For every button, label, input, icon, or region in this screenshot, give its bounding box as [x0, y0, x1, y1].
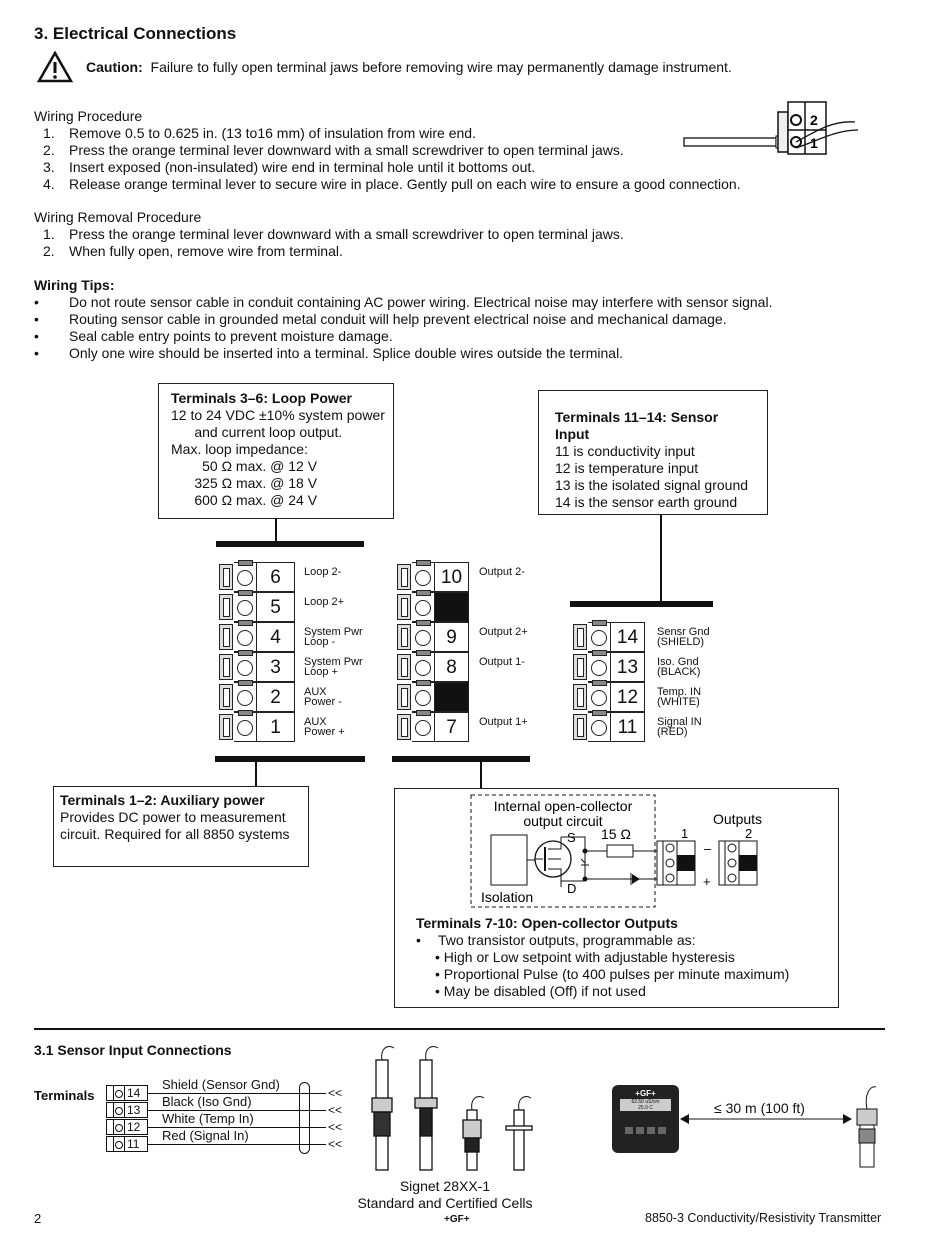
svg-text:Outputs: Outputs [713, 811, 763, 827]
wire-label: Black (Iso Gnd) [162, 1094, 252, 1109]
text-line: 12 is temperature input [555, 460, 699, 476]
terminal-label: Signal IN (RED) [657, 716, 702, 738]
list-marker: • [34, 294, 39, 310]
sensor-input-box: Terminals 11–14: Sensor Input 11 is conductivity input 12 is temperature input 13 is the isolated signal ground 14 is the sensor earth ground [538, 390, 768, 515]
terminal-lever[interactable] [397, 684, 411, 710]
terminal-number: 12 [611, 682, 645, 712]
terminal-hole [412, 562, 435, 592]
terminal-number: 13 [611, 652, 645, 682]
svg-text:+: + [703, 874, 711, 889]
terminal-number: 11 [611, 712, 645, 742]
terminal-number [435, 682, 469, 712]
terminal-number: 6 [257, 562, 295, 592]
terminal-lever[interactable] [219, 564, 233, 590]
terminal-lever[interactable] [219, 594, 233, 620]
list-marker: 2. [43, 142, 55, 158]
terminal-row [219, 622, 363, 652]
terminal-label: AUX Power - [304, 686, 342, 708]
terminal-lever[interactable] [573, 714, 587, 740]
terminal-label: Output 1+ [479, 716, 528, 728]
terminal-lever[interactable] [397, 594, 411, 620]
warning-icon [37, 51, 73, 83]
cells-caption: Signet 28XX-1 Standard and Certified Cells [357, 1178, 533, 1211]
terminal-2-label: 2 [810, 112, 818, 128]
terminal-number: 1 [257, 712, 295, 742]
svg-text:15 Ω: 15 Ω [601, 826, 631, 842]
terminal-label: Sensr Gnd (SHIELD) [657, 626, 710, 648]
terminal-lever[interactable] [573, 684, 587, 710]
list-marker: • [34, 345, 39, 361]
section-3-1-title: 3.1 Sensor Input Connections [34, 1042, 232, 1058]
wiring-removal-procedure [34, 209, 794, 260]
text-line: 11 is conductivity input [555, 443, 695, 459]
text-line: 13 is the isolated signal ground [555, 477, 749, 493]
sensor-wiring-diagram: 14 Shield (Sensor Gnd) << 13 Black (Iso Gnd) << 12 White (Temp In) << 11 Red (Signal In) << [106, 1085, 346, 1155]
list-text: Press the orange terminal lever downward with a small screwdriver to open terminal jaws. [69, 142, 624, 158]
text-line: and current loop output. [171, 424, 343, 440]
sensor-terminal-number: 13 [125, 1102, 148, 1118]
terminal-1-label: 1 [810, 135, 818, 151]
loop-power-box: Terminals 3–6: Loop Power 12 to 24 VDC ±10% system power and current loop output. Max. loop impedance: 50 Ω max. @ 12 V 325 Ω max. @ 18 V 600 Ω max. @ 24 V [158, 383, 394, 519]
terminal-lever[interactable] [397, 714, 411, 740]
sensor-terminal-number: 12 [125, 1119, 148, 1135]
text-line: 600 Ω max. @ 24 V [171, 492, 318, 508]
list-marker: 1. [43, 125, 55, 141]
sensor-terminal-number: 14 [125, 1085, 148, 1101]
terminal-hole [412, 622, 435, 652]
list-text: Seal cable entry points to prevent moisture damage. [69, 328, 393, 344]
terminal-lever[interactable] [219, 684, 233, 710]
svg-text:2: 2 [745, 826, 753, 841]
wiring-tips-title: Wiring Tips: [34, 277, 115, 293]
list-text: Insert exposed (non-insulated) wire end in terminal hole until it bottoms out. [69, 159, 536, 175]
terminal-row [573, 682, 702, 712]
wire-label: White (Temp In) [162, 1111, 254, 1126]
list-item [34, 294, 834, 311]
open-collector-circuit-diagram [395, 789, 840, 914]
terminal-number: 5 [257, 592, 295, 622]
terminal-wire-illustration [680, 100, 860, 160]
text-line: 325 Ω max. @ 18 V [171, 475, 318, 491]
transmitter-device-image: +GF+ 62.50 uS/cm 25.0 C [612, 1085, 679, 1153]
terminal-row [573, 712, 702, 742]
gf-logo: +GF+ [444, 1214, 470, 1225]
terminal-hole [412, 652, 435, 682]
list-text: Release orange terminal lever to secure wire in place. Gently pull on each wire to ensure a good connection. [69, 176, 741, 192]
terminal-row [573, 652, 701, 682]
terminal-label: System Pwr Loop + [304, 656, 363, 678]
terminal-row [219, 562, 342, 592]
list-item [34, 226, 794, 243]
list-item [34, 176, 794, 193]
text-line: 14 is the sensor earth ground [555, 494, 738, 510]
terminal-number [435, 592, 469, 622]
text-line: 50 Ω max. @ 12 V [171, 458, 318, 474]
list-item [34, 159, 794, 176]
svg-text:Isolation: Isolation [481, 889, 534, 905]
terminal-label: Output 1- [479, 656, 525, 668]
terminal-hole [234, 622, 257, 652]
terminal-hole [588, 712, 611, 742]
terminal-hole [588, 652, 611, 682]
terminal-lever[interactable] [397, 654, 411, 680]
list-marker: 1. [43, 226, 55, 242]
terminal-number: 14 [611, 622, 645, 652]
list-text: Do not route sensor cable in conduit containing AC power wiring. Electrical noise may interfere with sensor signal. [69, 294, 773, 310]
remote-sensor-illustration [848, 1075, 888, 1170]
terminal-lever[interactable] [397, 624, 411, 650]
wire-label: Red (Signal In) [162, 1128, 249, 1143]
terminal-number: 4 [257, 622, 295, 652]
list-item [34, 345, 834, 362]
terminal-label: Iso. Gnd (BLACK) [657, 656, 701, 678]
list-item [34, 328, 834, 345]
terminal-row [219, 712, 345, 742]
wire-label: Shield (Sensor Gnd) [162, 1077, 280, 1092]
list-text: Routing sensor cable in grounded metal conduit will help prevent electrical noise and mechanical damage. [69, 311, 727, 327]
list-item [34, 311, 834, 328]
list-marker: • [34, 311, 39, 327]
terminal-hole [234, 682, 257, 712]
list-marker: 2. [43, 243, 55, 259]
svg-text:–: – [704, 841, 712, 856]
terminal-lever[interactable] [219, 654, 233, 680]
terminal-row [219, 682, 342, 712]
terminal-label: Loop 2- [304, 566, 342, 578]
terminal-label: AUX Power + [304, 716, 345, 738]
list-marker: • [34, 328, 39, 344]
terminal-hole [412, 592, 435, 622]
svg-text:S: S [567, 830, 576, 845]
svg-text:1: 1 [681, 826, 689, 841]
terminal-hole [588, 622, 611, 652]
terminal-number: 9 [435, 622, 469, 652]
terminal-number: 2 [257, 682, 295, 712]
terminal-label: Temp. IN (WHITE) [657, 686, 702, 708]
section-divider [34, 1028, 885, 1030]
wiring-tips [34, 277, 834, 362]
page-number: 2 [34, 1211, 42, 1226]
terminal-lever[interactable] [397, 564, 411, 590]
terminal-lever[interactable] [573, 654, 587, 680]
text-line: 12 to 24 VDC ±10% system power [171, 407, 385, 423]
terminal-hole [234, 592, 257, 622]
terminal-hole [412, 712, 435, 742]
terminal-hole [234, 562, 257, 592]
wiring-removal-title: Wiring Removal Procedure [34, 209, 202, 225]
terminal-label: Output 2- [479, 566, 525, 578]
list-text: When fully open, remove wire from terminal. [69, 243, 343, 259]
terminal-number: 8 [435, 652, 469, 682]
list-item [34, 243, 794, 260]
terminal-hole [588, 682, 611, 712]
terminal-hole [234, 712, 257, 742]
caution-note: Caution: Failure to fully open terminal jaws before removing wire may permanently damage instrument. [86, 59, 732, 75]
list-marker: 3. [43, 159, 55, 175]
list-marker: 4. [43, 176, 55, 192]
terminal-row [397, 592, 471, 622]
list-text: Only one wire should be inserted into a terminal. Splice double wires outside the terminal. [69, 345, 624, 361]
wiring-procedure-title: Wiring Procedure [34, 108, 143, 124]
terminal-row [397, 652, 525, 682]
distance-label: ≤ 30 m (100 ft) [714, 1100, 805, 1116]
svg-text:output circuit: output circuit [523, 813, 603, 829]
page-heading: 3. Electrical Connections [34, 24, 237, 43]
list-text: Press the orange terminal lever downward with a small screwdriver to open terminal jaws. [69, 226, 624, 242]
terminals-label: Terminals [34, 1088, 95, 1103]
sensor-cells-illustration [360, 1040, 540, 1175]
terminal-row [397, 712, 528, 742]
terminal-lever[interactable] [219, 714, 233, 740]
text-line: Max. loop impedance: [171, 441, 308, 457]
terminal-number: 3 [257, 652, 295, 682]
open-collector-box [394, 788, 839, 1008]
terminal-lever[interactable] [573, 624, 587, 650]
svg-text:Internal open-collector: Internal open-collector [493, 798, 633, 814]
terminal-number: 10 [435, 562, 469, 592]
terminal-number: 7 [435, 712, 469, 742]
terminal-hole [412, 682, 435, 712]
terminal-row [397, 562, 525, 592]
terminal-row [573, 622, 710, 652]
terminal-label: System Pwr Loop - [304, 626, 363, 648]
terminal-hole [234, 652, 257, 682]
list-text: Remove 0.5 to 0.625 in. (13 to16 mm) of insulation from wire end. [69, 125, 476, 141]
terminal-row [397, 682, 471, 712]
document-title: 8850-3 Conductivity/Resistivity Transmitter [645, 1211, 882, 1225]
terminal-label: Output 2+ [479, 626, 528, 638]
sensor-terminal-number: 11 [125, 1136, 148, 1152]
terminal-lever[interactable] [219, 624, 233, 650]
svg-text:D: D [567, 881, 577, 896]
terminal-label: Loop 2+ [304, 596, 345, 608]
terminal-row [219, 592, 345, 622]
terminal-row [397, 622, 528, 652]
open-collector-text: Terminals 7-10: Open-collector Outputs • Two transistor outputs, programmable as: • High or Low setpoint with adjustable hysteresis • Proportional Pulse (to 400 pulses per minute maximum) • May be disabled (Off) if not used [416, 915, 790, 999]
terminal-row [219, 652, 363, 682]
aux-power-box: Terminals 1–2: Auxiliary power Provides DC power to measurement circuit. Required for all 8850 systems [53, 786, 309, 867]
